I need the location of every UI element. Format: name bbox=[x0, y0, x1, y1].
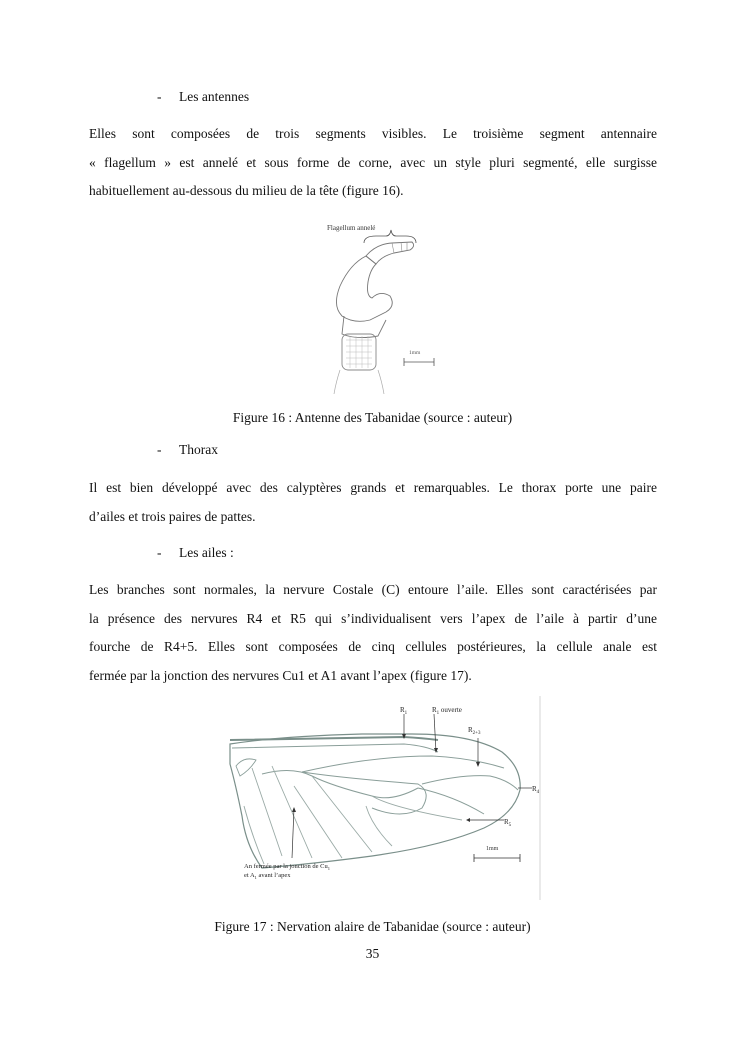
r4-vein bbox=[422, 776, 518, 790]
paragraph-line: habituellement au-dessous du milieu de la tête (figure 16). bbox=[89, 183, 404, 198]
r1-vein bbox=[232, 744, 438, 752]
figure-16-caption: Figure 16 : Antenne des Tabanidae (source : auteur) bbox=[232, 410, 513, 425]
label-r4: R bbox=[532, 785, 537, 793]
scale-label-16: 1mm bbox=[409, 350, 421, 356]
label-an-line2b: avant l’apex bbox=[256, 872, 291, 879]
svg-text:R1 bbox=[400, 706, 408, 716]
paragraph-line: fourche de R4+5. Elles sont composées de cinq cellules postérieures, la cellule anale est bbox=[89, 639, 657, 654]
bullet-dash-antennes: - bbox=[157, 89, 162, 104]
label-r5-sub: 5 bbox=[508, 823, 512, 828]
flagellum-label: Flagellum annelé bbox=[327, 224, 376, 232]
svg-text:R5 bbox=[504, 818, 512, 828]
svg-text:et A1 avant l’apex bbox=[244, 872, 291, 880]
label-r4-sub: 4 bbox=[536, 790, 540, 795]
wing-outline bbox=[230, 734, 520, 868]
svg-text:R1 ouverte bbox=[432, 706, 462, 716]
r23-vein bbox=[302, 756, 504, 772]
label-r5: R bbox=[504, 818, 509, 826]
label-r23: R bbox=[468, 726, 473, 734]
label-r1-open-rest: ouverte bbox=[439, 706, 462, 714]
heading-thorax: Thorax bbox=[179, 442, 218, 457]
paragraph-line: fermée par la jonction des nervures Cu1 et A1 avant l’apex (figure 17). bbox=[89, 667, 472, 683]
label-an-line1-sub: 1 bbox=[327, 866, 330, 871]
svg-text:R4 bbox=[532, 785, 540, 795]
paragraph-antennes bbox=[89, 120, 657, 206]
r5-vein bbox=[418, 788, 484, 814]
label-r1: R bbox=[400, 706, 405, 714]
flagellum-shape bbox=[366, 242, 414, 264]
heading-antennes: Les antennes bbox=[179, 89, 250, 104]
paragraph-line: la présence des nervures R4 et R5 qui s’individualisent vers l’apex de l’aile à partir d’une bbox=[89, 610, 657, 626]
pedicel-shape bbox=[336, 256, 392, 321]
paragraph-line: d’ailes et trois paires de pattes. bbox=[89, 508, 256, 524]
scale-label-17: 1mm bbox=[486, 846, 499, 852]
paragraph-thorax bbox=[89, 474, 657, 531]
figure-16-antenna-drawing bbox=[306, 216, 440, 396]
svg-text:An fermée par la jonction de bbox=[244, 863, 330, 871]
paragraph-line: Il est bien développé avec des calyptères grands et remarquables. Le thorax porte une paire bbox=[89, 480, 657, 495]
paragraph-ailes bbox=[89, 576, 657, 690]
bullet-dash-ailes: - bbox=[157, 545, 162, 560]
label-an-line2a: et A bbox=[244, 872, 255, 879]
label-an-line1: An fermée par la jonction de Cu bbox=[244, 863, 328, 870]
paragraph-line: Les branches sont normales, la nervure Costale (C) entoure l’aile. Elles sont caractérisées par bbox=[89, 582, 657, 597]
svg-text:R2+3 bbox=[468, 726, 481, 736]
paragraph-line: « flagellum » est annelé et sous forme de corne, avec un style pluri segmenté, elle surgisse bbox=[89, 154, 657, 170]
figure-17-caption: Figure 17 : Nervation alaire de Tabanidae (source : auteur) bbox=[214, 919, 531, 934]
label-r1-sub: 1 bbox=[404, 711, 408, 716]
label-r23-sub: 2+3 bbox=[472, 731, 481, 736]
heading-ailes: Les ailes : bbox=[179, 545, 234, 560]
paragraph-line: Elles sont composées de trois segments visibles. Le troisième segment antennaire bbox=[89, 126, 657, 141]
label-r1-open-sub: 1 bbox=[436, 711, 440, 716]
costa-vein bbox=[230, 737, 438, 740]
figure-17-wing-drawing bbox=[222, 696, 544, 900]
label-an-line2-sub: 1 bbox=[254, 875, 257, 880]
bullet-dash-thorax: - bbox=[157, 442, 162, 457]
label-r1-open: R bbox=[432, 706, 437, 714]
page-number: 35 bbox=[365, 946, 380, 961]
